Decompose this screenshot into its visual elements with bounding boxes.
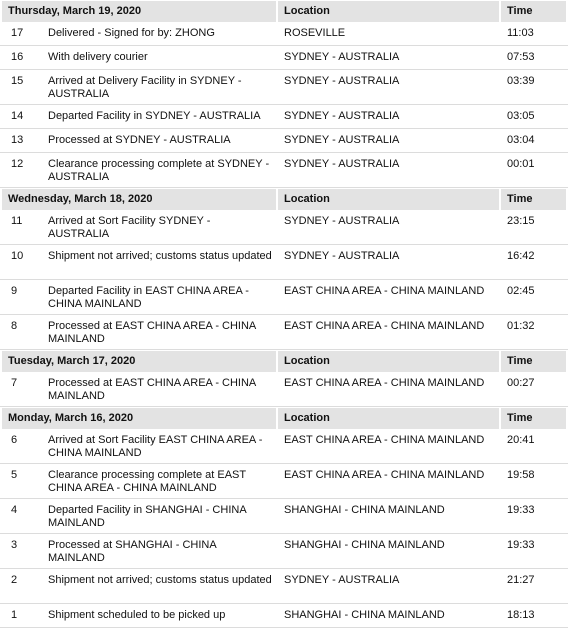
time-column-header: Time xyxy=(501,1,566,22)
event-number: 11 xyxy=(11,215,23,227)
date-group-header xyxy=(0,0,568,22)
event-description: Clearance processing complete at SYDNEY - AUSTRALIA xyxy=(48,158,270,183)
event-location: EAST CHINA AREA - CHINA MAINLAND xyxy=(284,377,485,389)
event-time: 03:04 xyxy=(507,134,535,146)
tracking-event-row xyxy=(0,464,568,499)
event-number: 12 xyxy=(11,158,24,170)
tracking-event-row xyxy=(0,569,568,604)
event-time: 23:15 xyxy=(507,215,535,227)
event-description: Processed at EAST CHINA AREA - CHINA MAINLAND xyxy=(48,320,256,345)
event-description: Arrived at Sort Facility EAST CHINA AREA - CHINA MAINLAND xyxy=(48,434,263,459)
event-time: 00:01 xyxy=(507,158,535,170)
tracking-event-row xyxy=(0,22,568,46)
event-description: Delivered - Signed for by: ZHONG xyxy=(48,27,215,39)
event-time: 20:41 xyxy=(507,434,535,446)
row-divider xyxy=(0,627,568,628)
event-location: SYDNEY - AUSTRALIA xyxy=(284,250,400,262)
event-number: 15 xyxy=(11,75,24,87)
event-location: SHANGHAI - CHINA MAINLAND xyxy=(284,539,445,551)
event-time: 11:03 xyxy=(507,27,534,39)
event-description: Shipment not arrived; customs status updated xyxy=(48,250,272,262)
event-time: 02:45 xyxy=(507,285,535,297)
event-description: Processed at EAST CHINA AREA - CHINA MAINLAND xyxy=(48,377,256,402)
event-time: 07:53 xyxy=(507,51,535,63)
event-time: 21:27 xyxy=(507,574,535,586)
event-number: 6 xyxy=(11,434,18,446)
event-time: 18:13 xyxy=(507,609,535,621)
tracking-event-row xyxy=(0,604,568,628)
event-number: 16 xyxy=(11,51,24,63)
time-column-header: Time xyxy=(501,408,566,429)
event-location: SYDNEY - AUSTRALIA xyxy=(284,51,400,63)
event-time: 19:33 xyxy=(507,504,535,516)
date-group-header xyxy=(0,350,568,372)
event-time: 19:58 xyxy=(507,469,535,481)
event-location: ROSEVILLE xyxy=(284,27,346,39)
tracking-event-row xyxy=(0,153,568,188)
event-time: 19:33 xyxy=(507,539,535,551)
event-number: 2 xyxy=(11,574,18,586)
tracking-event-row xyxy=(0,245,568,280)
event-location: EAST CHINA AREA - CHINA MAINLAND xyxy=(284,320,485,332)
event-description: Clearance processing complete at EAST CHINA AREA - CHINA MAINLAND xyxy=(48,469,246,494)
tracking-event-row xyxy=(0,129,568,153)
event-description: Processed at SYDNEY - AUSTRALIA xyxy=(48,134,231,146)
event-location: SYDNEY - AUSTRALIA xyxy=(284,134,400,146)
tracking-event-row xyxy=(0,46,568,70)
event-description: Arrived at Delivery Facility in SYDNEY - AUSTRALIA xyxy=(48,75,242,100)
event-time: 01:32 xyxy=(507,320,535,332)
event-description: Shipment not arrived; customs status updated xyxy=(48,574,272,586)
event-number: 7 xyxy=(11,377,18,389)
tracking-event-row xyxy=(0,70,568,105)
tracking-event-row xyxy=(0,210,568,245)
tracking-event-row xyxy=(0,280,568,315)
tracking-event-row xyxy=(0,429,568,464)
event-number: 3 xyxy=(11,539,18,551)
event-time: 03:05 xyxy=(507,110,535,122)
tracking-event-row xyxy=(0,315,568,350)
date-header: Tuesday, March 17, 2020 xyxy=(2,351,276,372)
tracking-event-row xyxy=(0,372,568,407)
location-column-header: Location xyxy=(278,189,499,210)
event-location: SYDNEY - AUSTRALIA xyxy=(284,574,400,586)
event-number: 14 xyxy=(11,110,24,122)
event-location: SYDNEY - AUSTRALIA xyxy=(284,158,400,170)
date-group-header xyxy=(0,188,568,210)
event-number: 5 xyxy=(11,469,18,481)
event-description: Processed at SHANGHAI - CHINA MAINLAND xyxy=(48,539,217,564)
event-description: Departed Facility in SHANGHAI - CHINA MAINLAND xyxy=(48,504,247,529)
date-header: Wednesday, March 18, 2020 xyxy=(2,189,276,210)
tracking-event-row xyxy=(0,534,568,569)
event-location: SYDNEY - AUSTRALIA xyxy=(284,75,400,87)
date-header: Thursday, March 19, 2020 xyxy=(2,1,276,22)
event-location: EAST CHINA AREA - CHINA MAINLAND xyxy=(284,469,485,481)
event-location: SYDNEY - AUSTRALIA xyxy=(284,110,400,122)
event-number: 17 xyxy=(11,27,24,39)
event-location: SHANGHAI - CHINA MAINLAND xyxy=(284,504,445,516)
event-number: 10 xyxy=(11,250,24,262)
event-description: With delivery courier xyxy=(48,51,148,63)
event-number: 9 xyxy=(11,285,18,297)
event-location: EAST CHINA AREA - CHINA MAINLAND xyxy=(284,285,485,297)
event-description: Arrived at Sort Facility SYDNEY - AUSTRALIA xyxy=(48,215,211,240)
event-time: 16:42 xyxy=(507,250,535,262)
event-time: 03:39 xyxy=(507,75,535,87)
date-group-header xyxy=(0,407,568,429)
location-column-header: Location xyxy=(278,408,499,429)
tracking-event-row xyxy=(0,499,568,534)
location-column-header: Location xyxy=(278,1,499,22)
time-column-header: Time xyxy=(501,189,566,210)
event-location: EAST CHINA AREA - CHINA MAINLAND xyxy=(284,434,485,446)
event-location: SYDNEY - AUSTRALIA xyxy=(284,215,400,227)
event-number: 13 xyxy=(11,134,24,146)
event-description: Shipment scheduled to be picked up xyxy=(48,609,226,621)
event-time: 00:27 xyxy=(507,377,535,389)
event-description: Departed Facility in SYDNEY - AUSTRALIA xyxy=(48,110,261,122)
event-number: 8 xyxy=(11,320,18,332)
date-header: Monday, March 16, 2020 xyxy=(2,408,276,429)
event-number: 1 xyxy=(11,609,18,621)
event-number: 4 xyxy=(11,504,18,516)
event-location: SHANGHAI - CHINA MAINLAND xyxy=(284,609,445,621)
time-column-header: Time xyxy=(501,351,566,372)
event-description: Departed Facility in EAST CHINA AREA - CHINA MAINLAND xyxy=(48,285,249,310)
tracking-event-row xyxy=(0,105,568,129)
location-column-header: Location xyxy=(278,351,499,372)
